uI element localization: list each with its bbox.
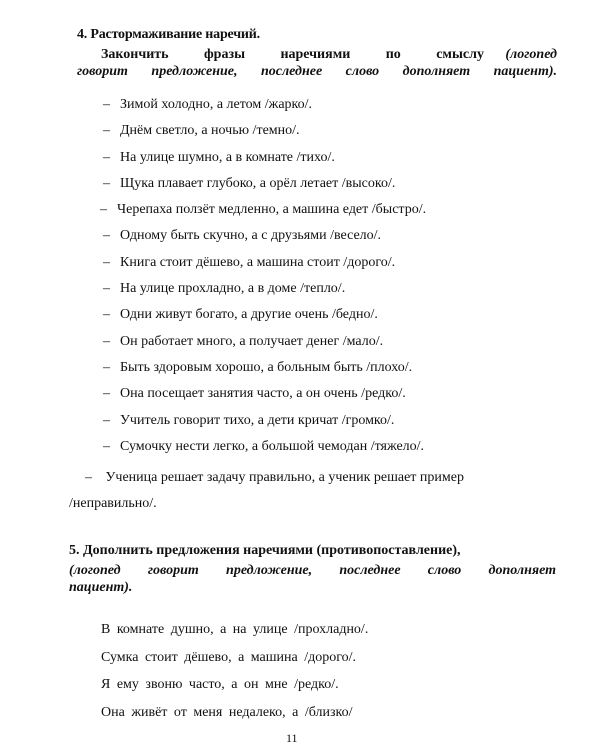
item-text: Он работает много, а получает денег /мало/. xyxy=(120,333,384,349)
item-text: Книга стоит дёшево, а машина стоит /дорого/. xyxy=(120,254,396,270)
sentence-item: Я ему звоню часто, а он мне /редко/. xyxy=(101,677,339,692)
item-text: Учитель говорит тихо, а дети кричат /громко/. xyxy=(120,412,395,428)
exercise-item xyxy=(0,408,600,434)
section-4-instruction-note: говорит предложение, последнее слово дополняет пациент). xyxy=(77,64,557,79)
exercise-item xyxy=(0,171,600,197)
item-text: Сумочку нести легко, а большой чемодан /тяжело/. xyxy=(120,438,425,454)
wrapped-item-line-1 xyxy=(85,465,555,491)
section-5-title: 5. Дополнить предложения наречиями (противопоставление), xyxy=(69,543,461,558)
section-4-instruction-main: Закончить фразы наречиями по смыслу xyxy=(101,47,484,62)
item-dash: – xyxy=(103,281,110,297)
exercise-item xyxy=(0,223,600,249)
item-dash: – xyxy=(103,175,110,191)
item-text: Ученица решает задачу правильно, а ученик решает пример xyxy=(105,470,464,485)
sentence-item: Сумка стоит дёшево, а машина /дорого/. xyxy=(101,649,357,665)
item-dash: – xyxy=(103,359,110,375)
exercise-item xyxy=(0,118,600,144)
section-4-wrapped-item xyxy=(69,465,555,517)
item-dash: – xyxy=(103,333,110,349)
exercise-item xyxy=(0,250,600,276)
exercise-item xyxy=(0,434,600,460)
section-4-exercise-list xyxy=(0,92,600,460)
item-dash: – xyxy=(103,149,110,165)
section-4-instruction xyxy=(77,46,557,64)
exercise-item xyxy=(0,197,600,223)
item-dash: – xyxy=(103,228,110,244)
item-dash: – xyxy=(85,470,92,485)
sentence-item: Она живёт от меня недалеко, а /близко/ xyxy=(101,704,353,720)
item-dash: – xyxy=(103,123,110,139)
exercise-item xyxy=(0,92,600,118)
section-5-instruction-line-2: пациент). xyxy=(69,580,133,595)
section-5-exercise-list xyxy=(101,616,368,726)
exercise-item xyxy=(0,355,600,381)
item-dash: – xyxy=(103,254,110,270)
section-4-title: 4. Растормаживание наречий. xyxy=(77,27,260,42)
sentence-item: В комнате душно, а на улице /прохладно/. xyxy=(101,622,369,637)
exercise-item xyxy=(0,329,600,355)
item-text: Одни живут богато, а другие очень /бедно/. xyxy=(120,307,378,323)
item-text: Черепаха ползёт медленно, а машина едет /быстро/. xyxy=(117,202,427,218)
item-text: Зимой холодно, а летом /жарко/. xyxy=(120,97,313,112)
item-dash: – xyxy=(103,412,110,428)
item-dash: – xyxy=(103,438,110,454)
item-text: Щука плавает глубоко, а орёл летает /высоко/. xyxy=(120,175,396,191)
item-text: Одному быть скучно, а с друзьями /весело/. xyxy=(120,228,382,244)
item-dash: – xyxy=(103,386,110,402)
exercise-item xyxy=(0,381,600,407)
exercise-item xyxy=(0,145,600,171)
wrapped-item-line-2: /неправильно/. xyxy=(69,496,157,511)
item-text: На улице прохладно, а в доме /тепло/. xyxy=(120,281,346,297)
item-text: На улице шумно, а в комнате /тихо/. xyxy=(120,149,335,165)
item-dash: – xyxy=(103,307,110,323)
item-dash: – xyxy=(100,202,107,218)
item-text: Днём светло, а ночью /темно/. xyxy=(120,123,300,139)
exercise-item xyxy=(0,302,600,328)
page-number: 11 xyxy=(286,731,298,745)
exercise-item xyxy=(0,276,600,302)
item-text: Быть здоровым хорошо, а больным быть /плохо/. xyxy=(120,359,413,375)
item-dash: – xyxy=(103,97,110,112)
section-4-instruction-note-start: (логопед xyxy=(505,47,558,62)
item-text: Она посещает занятия часто, а он очень /редко/. xyxy=(120,386,406,402)
section-5-instruction-line-1: (логопед говорит предложение, последнее слово дополняет xyxy=(69,563,556,578)
